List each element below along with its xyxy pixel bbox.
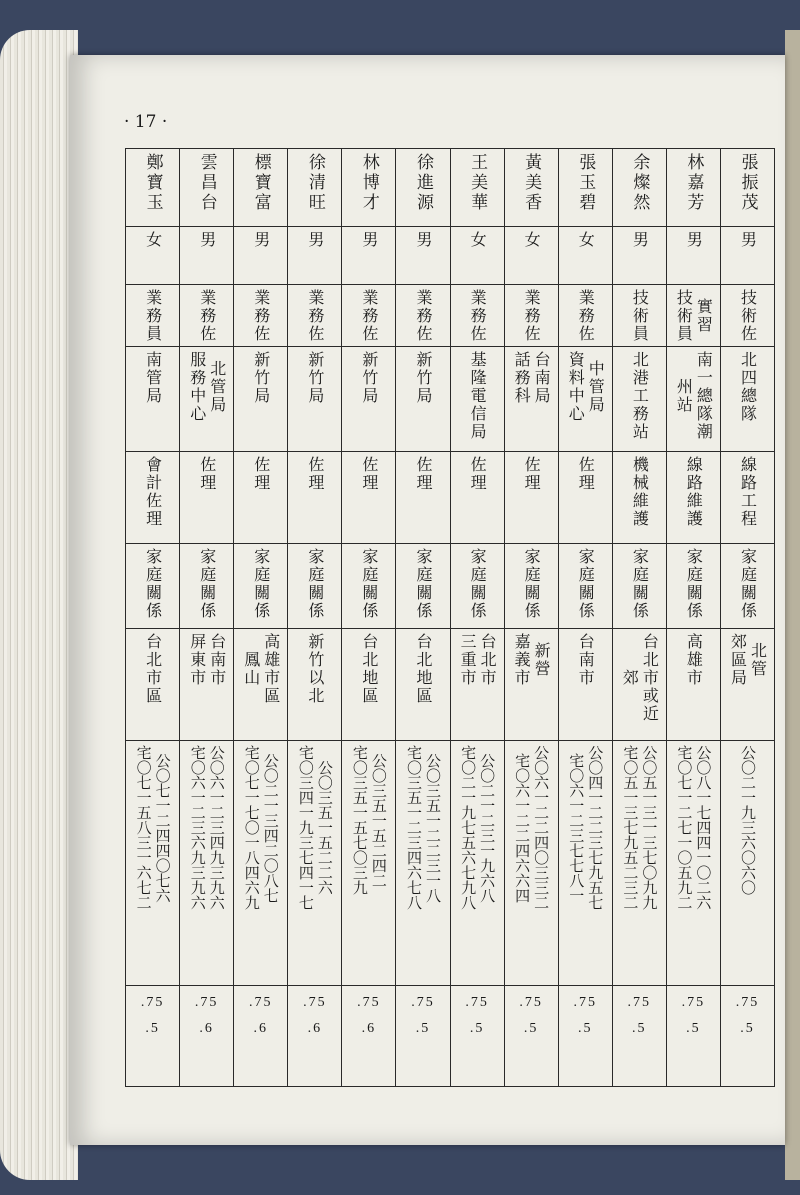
row-phone bbox=[126, 741, 775, 986]
unit-text: 新竹局 bbox=[305, 351, 325, 405]
address-text: 北管 郊區局 bbox=[728, 633, 768, 687]
cell-unit bbox=[558, 347, 612, 452]
page-number: · 17 · bbox=[124, 112, 168, 132]
cell-phone bbox=[504, 741, 558, 986]
gender-text: 男 bbox=[197, 231, 217, 249]
cell-title bbox=[126, 285, 180, 347]
phone-text: 公〇三五一五二四二 宅〇三五一五七〇三九 bbox=[350, 745, 388, 895]
cell-address bbox=[342, 629, 396, 741]
date-text: 75. 6. bbox=[357, 995, 381, 1036]
cell-title bbox=[288, 285, 342, 347]
cell-date bbox=[396, 986, 450, 1087]
name-text: 徐清旺 bbox=[304, 153, 325, 213]
gender-text: 男 bbox=[414, 231, 433, 249]
relation-text: 家庭關係 bbox=[143, 548, 163, 620]
phone-text: 公〇六一二二四〇三三二 宅〇六一二二四六六四 bbox=[513, 745, 551, 910]
unit-text: 中管局 資料中心 bbox=[566, 351, 606, 423]
duty-text: 佐理 bbox=[522, 456, 542, 492]
cell-gender bbox=[180, 227, 234, 285]
duty-text: 佐理 bbox=[414, 456, 433, 492]
cell-date bbox=[342, 986, 396, 1087]
unit-text: 台南局 話務科 bbox=[512, 351, 552, 405]
cell-relation bbox=[450, 544, 504, 629]
cell-unit bbox=[450, 347, 504, 452]
cell-name bbox=[558, 149, 612, 227]
title-text: 業務佐 bbox=[414, 289, 433, 343]
book-page-edges bbox=[0, 30, 78, 1180]
address-text: 高雄市區 鳳山 bbox=[241, 633, 281, 705]
cell-duty bbox=[720, 452, 774, 544]
cell-gender bbox=[396, 227, 450, 285]
cell-unit bbox=[396, 347, 450, 452]
gender-text: 女 bbox=[143, 231, 163, 249]
cell-duty bbox=[396, 452, 450, 544]
cell-gender bbox=[504, 227, 558, 285]
phone-text: 公〇二一三四二〇八七 宅〇七一七〇一八四六九 bbox=[242, 745, 280, 910]
date-text: 75. 5. bbox=[735, 995, 760, 1036]
cell-duty bbox=[612, 452, 666, 544]
date-text: 75. 5. bbox=[681, 995, 706, 1036]
cell-title bbox=[720, 285, 774, 347]
address-text: 台南市 屏東市 bbox=[187, 633, 227, 687]
duty-text: 佐理 bbox=[468, 456, 488, 492]
name-text: 林嘉芳 bbox=[683, 153, 704, 213]
cell-date bbox=[180, 986, 234, 1087]
address-text: 台北市或近 郊 bbox=[620, 633, 660, 723]
cell-name bbox=[396, 149, 450, 227]
date-text: 75. 5. bbox=[573, 995, 597, 1036]
cell-title bbox=[504, 285, 558, 347]
cell-title bbox=[558, 285, 612, 347]
name-text: 林博才 bbox=[358, 153, 379, 213]
cell-date bbox=[558, 986, 612, 1087]
cell-gender bbox=[612, 227, 666, 285]
cell-duty bbox=[504, 452, 558, 544]
name-text: 張振茂 bbox=[737, 153, 758, 213]
title-text: 業務佐 bbox=[359, 289, 379, 343]
gender-text: 女 bbox=[576, 231, 596, 249]
cell-unit bbox=[666, 347, 720, 452]
address-text: 新營 嘉義市 bbox=[512, 633, 552, 687]
date-text: 75. 5. bbox=[465, 995, 489, 1036]
cell-gender bbox=[666, 227, 720, 285]
duty-text: 佐理 bbox=[576, 456, 596, 492]
unit-text: 北四總隊 bbox=[738, 351, 758, 423]
cell-name bbox=[180, 149, 234, 227]
address-text: 台北地區 bbox=[359, 633, 379, 705]
date-text: 75. 5. bbox=[627, 995, 652, 1036]
address-text: 台北地區 bbox=[414, 633, 433, 705]
cell-phone bbox=[720, 741, 774, 986]
row-address bbox=[126, 629, 775, 741]
unit-text: 南一總隊潮 州站 bbox=[674, 351, 714, 441]
relation-text: 家庭關係 bbox=[414, 548, 433, 620]
relation-text: 家庭關係 bbox=[522, 548, 542, 620]
title-text: 業務佐 bbox=[197, 289, 217, 343]
cell-date bbox=[234, 986, 288, 1087]
cell-address bbox=[126, 629, 180, 741]
cell-name bbox=[342, 149, 396, 227]
duty-text: 佐理 bbox=[251, 456, 271, 492]
name-text: 雲昌台 bbox=[196, 153, 217, 213]
row-relation bbox=[126, 544, 775, 629]
gender-text: 男 bbox=[630, 231, 650, 249]
relation-text: 家庭關係 bbox=[305, 548, 325, 620]
cell-phone bbox=[126, 741, 180, 986]
cell-name bbox=[126, 149, 180, 227]
cell-duty bbox=[126, 452, 180, 544]
cell-title bbox=[450, 285, 504, 347]
cell-gender bbox=[234, 227, 288, 285]
cell-unit bbox=[342, 347, 396, 452]
phone-text: 公〇二一九三六〇六〇 bbox=[738, 745, 757, 895]
personnel-table bbox=[125, 148, 775, 1087]
duty-text: 佐理 bbox=[197, 456, 217, 492]
gender-text: 女 bbox=[522, 231, 542, 249]
name-text: 鄭寶玉 bbox=[142, 153, 163, 213]
title-text: 業務佐 bbox=[305, 289, 325, 343]
cell-name bbox=[612, 149, 666, 227]
duty-text: 線路工程 bbox=[738, 456, 758, 528]
date-text: 75. 6. bbox=[194, 995, 219, 1036]
cell-unit bbox=[234, 347, 288, 452]
cell-name bbox=[666, 149, 720, 227]
gender-text: 男 bbox=[251, 231, 271, 249]
cell-name bbox=[234, 149, 288, 227]
date-text: 75. 5. bbox=[519, 995, 543, 1036]
cell-duty bbox=[180, 452, 234, 544]
book-cover-edge bbox=[785, 30, 800, 1180]
name-text: 標寶富 bbox=[250, 153, 271, 213]
cell-gender bbox=[720, 227, 774, 285]
cell-relation bbox=[720, 544, 774, 629]
gender-text: 女 bbox=[468, 231, 488, 249]
cell-unit bbox=[720, 347, 774, 452]
cell-gender bbox=[342, 227, 396, 285]
duty-text: 佐理 bbox=[305, 456, 325, 492]
cell-title bbox=[612, 285, 666, 347]
cell-phone bbox=[342, 741, 396, 986]
relation-text: 家庭關係 bbox=[738, 548, 758, 620]
date-text: 75. 6. bbox=[249, 995, 273, 1036]
cell-title bbox=[342, 285, 396, 347]
unit-text: 新竹局 bbox=[251, 351, 271, 405]
cell-relation bbox=[612, 544, 666, 629]
cell-relation bbox=[504, 544, 558, 629]
cell-unit bbox=[288, 347, 342, 452]
cell-relation bbox=[342, 544, 396, 629]
cell-address bbox=[234, 629, 288, 741]
unit-text: 新竹局 bbox=[359, 351, 379, 405]
title-text: 業務佐 bbox=[251, 289, 271, 343]
row-title bbox=[126, 285, 775, 347]
duty-text: 會計佐理 bbox=[143, 456, 163, 528]
phone-text: 公〇七一二四四〇七六 宅〇七一五八三一六七二 bbox=[134, 745, 172, 910]
title-text: 業務佐 bbox=[576, 289, 596, 343]
cell-date bbox=[450, 986, 504, 1087]
cell-duty bbox=[288, 452, 342, 544]
cell-title bbox=[234, 285, 288, 347]
duty-text: 線路維護 bbox=[684, 456, 704, 528]
date-text: 75. 5. bbox=[411, 995, 435, 1036]
phone-text: 公〇四一二二三七九五七 宅〇六一二三七七八一 bbox=[567, 745, 605, 910]
cell-title bbox=[666, 285, 720, 347]
duty-text: 機械維護 bbox=[630, 456, 650, 528]
title-text: 業務員 bbox=[143, 289, 163, 343]
cell-date bbox=[126, 986, 180, 1087]
cell-unit bbox=[180, 347, 234, 452]
row-duty bbox=[126, 452, 775, 544]
cell-date bbox=[288, 986, 342, 1087]
cell-gender bbox=[558, 227, 612, 285]
cell-relation bbox=[180, 544, 234, 629]
relation-text: 家庭關係 bbox=[251, 548, 271, 620]
relation-text: 家庭關係 bbox=[576, 548, 596, 620]
cell-address bbox=[612, 629, 666, 741]
cell-relation bbox=[126, 544, 180, 629]
cell-name bbox=[450, 149, 504, 227]
cell-duty bbox=[234, 452, 288, 544]
phone-text: 公〇二一二三一九六八 宅〇二一九七五六七九八 bbox=[459, 745, 497, 910]
row-date bbox=[126, 986, 775, 1087]
cell-relation bbox=[558, 544, 612, 629]
relation-text: 家庭關係 bbox=[468, 548, 488, 620]
phone-text: 公〇五一三一三七〇九九 宅〇五一三七九五二三二 bbox=[621, 745, 659, 910]
unit-text: 南管局 bbox=[143, 351, 163, 405]
title-text: 業務佐 bbox=[468, 289, 488, 343]
cell-duty bbox=[342, 452, 396, 544]
cell-name bbox=[504, 149, 558, 227]
title-text: 技術員 bbox=[630, 289, 650, 343]
address-text: 台南市 bbox=[576, 633, 596, 687]
cell-address bbox=[504, 629, 558, 741]
cell-address bbox=[396, 629, 450, 741]
cell-phone bbox=[234, 741, 288, 986]
address-text: 台北市區 bbox=[143, 633, 163, 705]
cell-gender bbox=[450, 227, 504, 285]
cell-date bbox=[612, 986, 666, 1087]
cell-title bbox=[396, 285, 450, 347]
address-text: 台北市 三重市 bbox=[458, 633, 498, 687]
cell-address bbox=[450, 629, 504, 741]
unit-text: 新竹局 bbox=[414, 351, 433, 405]
gender-text: 男 bbox=[684, 231, 704, 249]
address-text: 新竹以北 bbox=[305, 633, 325, 705]
cell-title bbox=[180, 285, 234, 347]
cell-relation bbox=[666, 544, 720, 629]
name-text: 徐進源 bbox=[413, 153, 433, 213]
unit-text: 基隆電信局 bbox=[468, 351, 488, 441]
phone-text: 公〇六一二三四九三九六 宅〇六一二三六九三九六 bbox=[188, 745, 226, 910]
date-text: 75. 5. bbox=[140, 995, 165, 1036]
unit-text: 北港工務站 bbox=[630, 351, 650, 441]
phone-text: 公〇三五一五二二六 宅〇三四一九三七四一七 bbox=[296, 745, 334, 910]
cell-phone bbox=[612, 741, 666, 986]
relation-text: 家庭關係 bbox=[684, 548, 704, 620]
title-text: 實習 技術員 bbox=[674, 289, 714, 343]
cell-duty bbox=[558, 452, 612, 544]
name-text: 張玉碧 bbox=[575, 153, 596, 213]
cell-phone bbox=[558, 741, 612, 986]
phone-text: 公〇八一七四四一〇二六 宅〇七一二七一〇五九二 bbox=[675, 745, 713, 910]
address-text: 高雄市 bbox=[684, 633, 704, 687]
title-text: 技術佐 bbox=[738, 289, 758, 343]
cell-duty bbox=[450, 452, 504, 544]
relation-text: 家庭關係 bbox=[197, 548, 217, 620]
cell-address bbox=[666, 629, 720, 741]
relation-text: 家庭關係 bbox=[359, 548, 379, 620]
cell-address bbox=[558, 629, 612, 741]
cell-phone bbox=[450, 741, 504, 986]
unit-text: 北管局 服務中心 bbox=[187, 351, 227, 423]
cell-date bbox=[504, 986, 558, 1087]
cell-relation bbox=[234, 544, 288, 629]
cell-unit bbox=[612, 347, 666, 452]
cell-duty bbox=[666, 452, 720, 544]
cell-phone bbox=[396, 741, 450, 986]
gender-text: 男 bbox=[359, 231, 379, 249]
cell-relation bbox=[288, 544, 342, 629]
name-text: 王美華 bbox=[467, 153, 488, 213]
row-unit bbox=[126, 347, 775, 452]
cell-address bbox=[720, 629, 774, 741]
cell-date bbox=[720, 986, 774, 1087]
cell-name bbox=[720, 149, 774, 227]
cell-gender bbox=[288, 227, 342, 285]
date-text: 75. 6. bbox=[303, 995, 327, 1036]
duty-text: 佐理 bbox=[359, 456, 379, 492]
cell-name bbox=[288, 149, 342, 227]
name-text: 余燦然 bbox=[629, 153, 650, 213]
cell-address bbox=[180, 629, 234, 741]
cell-gender bbox=[126, 227, 180, 285]
cell-unit bbox=[504, 347, 558, 452]
cell-unit bbox=[126, 347, 180, 452]
cell-date bbox=[666, 986, 720, 1087]
cell-phone bbox=[288, 741, 342, 986]
phone-text: 公〇三五一二二三一八 宅〇三五一二三四六七八 bbox=[405, 745, 442, 910]
row-name bbox=[126, 149, 775, 227]
cell-address bbox=[288, 629, 342, 741]
cell-phone bbox=[180, 741, 234, 986]
title-text: 業務佐 bbox=[522, 289, 542, 343]
row-gender bbox=[126, 227, 775, 285]
name-text: 黃美香 bbox=[521, 153, 542, 213]
gender-text: 男 bbox=[305, 231, 325, 249]
cell-phone bbox=[666, 741, 720, 986]
cell-relation bbox=[396, 544, 450, 629]
gender-text: 男 bbox=[738, 231, 758, 249]
relation-text: 家庭關係 bbox=[630, 548, 650, 620]
